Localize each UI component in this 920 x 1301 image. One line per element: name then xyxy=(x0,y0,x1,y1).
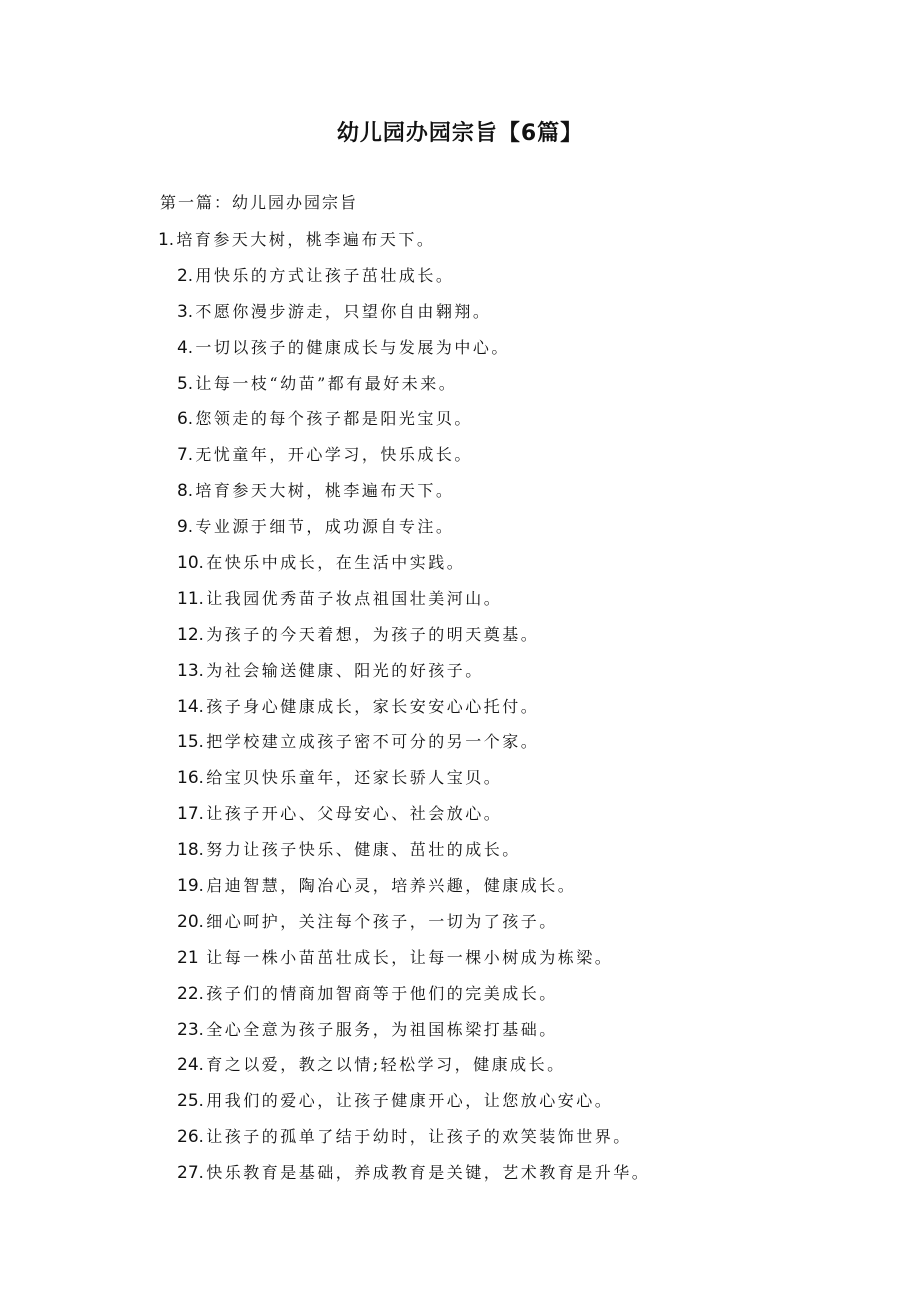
list-item-text: .用我们的爱心，让孩子健康开心，让您放心安心。 xyxy=(198,1091,614,1111)
list-item-number: 10 xyxy=(177,553,199,574)
document-title: 幼儿园办园宗旨【6篇】 xyxy=(336,121,584,146)
list-item xyxy=(0,1122,920,1158)
list-item-number: 8 xyxy=(177,481,188,502)
list-item-text: .培育参天大树，桃李遍布天下。 xyxy=(168,230,436,249)
list-item xyxy=(0,620,920,656)
list-item-number: 26 xyxy=(177,1127,199,1148)
list-item-text: .您领走的每个孩子都是阳光宝贝。 xyxy=(187,409,473,429)
list-item-number: 5 xyxy=(177,373,188,394)
list-item xyxy=(0,584,920,620)
list-item-number: 22 xyxy=(177,983,199,1004)
list-item-text: .一切以孩子的健康成长与发展为中心。 xyxy=(187,337,510,357)
list-item-text: .专业源于细节，成功源自专注。 xyxy=(187,517,455,537)
list-item-number: 16 xyxy=(177,768,199,789)
list-item xyxy=(0,476,920,512)
list-item-number: 2 xyxy=(177,265,188,286)
list-item xyxy=(0,1050,920,1086)
list-item-number: 6 xyxy=(177,409,188,430)
list-item-text: .孩子身心健康成长，家长安安心心托付。 xyxy=(198,696,540,716)
list-item xyxy=(0,440,920,476)
list-item-text: 让每一株小苗茁壮成长，让每一棵小树成为栋梁。 xyxy=(198,947,614,967)
list-item-number: 19 xyxy=(177,876,199,897)
list-item-text: .孩子们的情商加智商等于他们的完美成长。 xyxy=(198,983,558,1003)
list-item-text: .育之以爱，教之以情;轻松学习，健康成长。 xyxy=(198,1055,566,1075)
list-item-number: 20 xyxy=(177,911,199,932)
list-item xyxy=(0,548,920,584)
list-item xyxy=(0,656,920,692)
list-item xyxy=(0,404,920,440)
list-item-number: 9 xyxy=(177,517,188,538)
section-heading: 第一篇：幼儿园办园宗旨 xyxy=(160,193,359,212)
list-item-text: .在快乐中成长，在生活中实践。 xyxy=(198,553,466,573)
list-item xyxy=(0,297,920,333)
list-item xyxy=(0,871,920,907)
list-item-text: .让孩子的孤单了结于幼时，让孩子的欢笑装饰世界。 xyxy=(198,1127,632,1147)
list-item-number: 23 xyxy=(177,1019,199,1040)
list-item xyxy=(0,261,920,297)
list-item-text: .无忧童年，开心学习，快乐成长。 xyxy=(187,445,473,465)
list-item-text: .全心全意为孩子服务，为祖国栋梁打基础。 xyxy=(198,1019,558,1039)
list-item-text: .为孩子的今天着想，为孩子的明天奠基。 xyxy=(198,624,540,644)
list-item xyxy=(0,799,920,835)
list-item-text: .把学校建立成孩子密不可分的另一个家。 xyxy=(198,732,540,752)
list-item-number: 21 xyxy=(177,947,199,968)
list-item-text: .培育参天大树，桃李遍布天下。 xyxy=(187,481,455,501)
list-item xyxy=(0,979,920,1015)
list-item-number: 17 xyxy=(177,804,199,825)
list-item xyxy=(0,369,920,405)
list-item xyxy=(0,943,920,979)
list-item xyxy=(0,907,920,943)
list-item xyxy=(0,512,920,548)
list-item xyxy=(0,225,920,261)
list-item-text: .用快乐的方式让孩子茁壮成长。 xyxy=(187,265,455,285)
list-item-text: .给宝贝快乐童年，还家长骄人宝贝。 xyxy=(198,768,503,788)
list-item-number: 25 xyxy=(177,1091,199,1112)
list-item-number: 4 xyxy=(177,337,188,358)
list-item xyxy=(0,692,920,728)
list-item-text: .让孩子开心、父母安心、社会放心。 xyxy=(198,804,503,824)
list-item-text: .让每一枝“幼苗”都有最好未来。 xyxy=(187,373,458,393)
list-item-text: .努力让孩子快乐、健康、茁壮的成长。 xyxy=(198,840,521,860)
list-item-number: 7 xyxy=(177,445,188,466)
list-item xyxy=(0,763,920,799)
list-item xyxy=(0,333,920,369)
list-item-number: 27 xyxy=(177,1163,199,1184)
list-item-number: 13 xyxy=(177,660,199,681)
list-item xyxy=(0,1158,920,1194)
list-item xyxy=(0,1015,920,1051)
list-item-text: .让我园优秀苗子妆点祖国壮美河山。 xyxy=(198,588,503,608)
list-item-number: 14 xyxy=(177,696,199,717)
list-item xyxy=(0,727,920,763)
list-item-text: .为社会输送健康、阳光的好孩子。 xyxy=(198,660,484,680)
list-item-number: 18 xyxy=(177,840,199,861)
list-item-number: 24 xyxy=(177,1055,199,1076)
list-item-number: 3 xyxy=(177,301,188,322)
list-item-text: .细心呵护，关注每个孩子，一切为了孩子。 xyxy=(198,911,558,931)
list-item-text: .启迪智慧，陶冶心灵，培养兴趣，健康成长。 xyxy=(198,876,577,896)
list-item-number: 11 xyxy=(177,588,199,609)
list-item xyxy=(0,1086,920,1122)
list-item-number: 12 xyxy=(177,624,199,645)
list-item-number: 1 xyxy=(158,230,169,250)
list-item-number: 15 xyxy=(177,732,199,753)
list-item xyxy=(0,835,920,871)
motto-list xyxy=(0,225,920,1194)
list-item-text: .快乐教育是基础，养成教育是关键，艺术教育是升华。 xyxy=(198,1163,651,1183)
list-item-text: .不愿你漫步游走，只望你自由翱翔。 xyxy=(187,301,492,321)
